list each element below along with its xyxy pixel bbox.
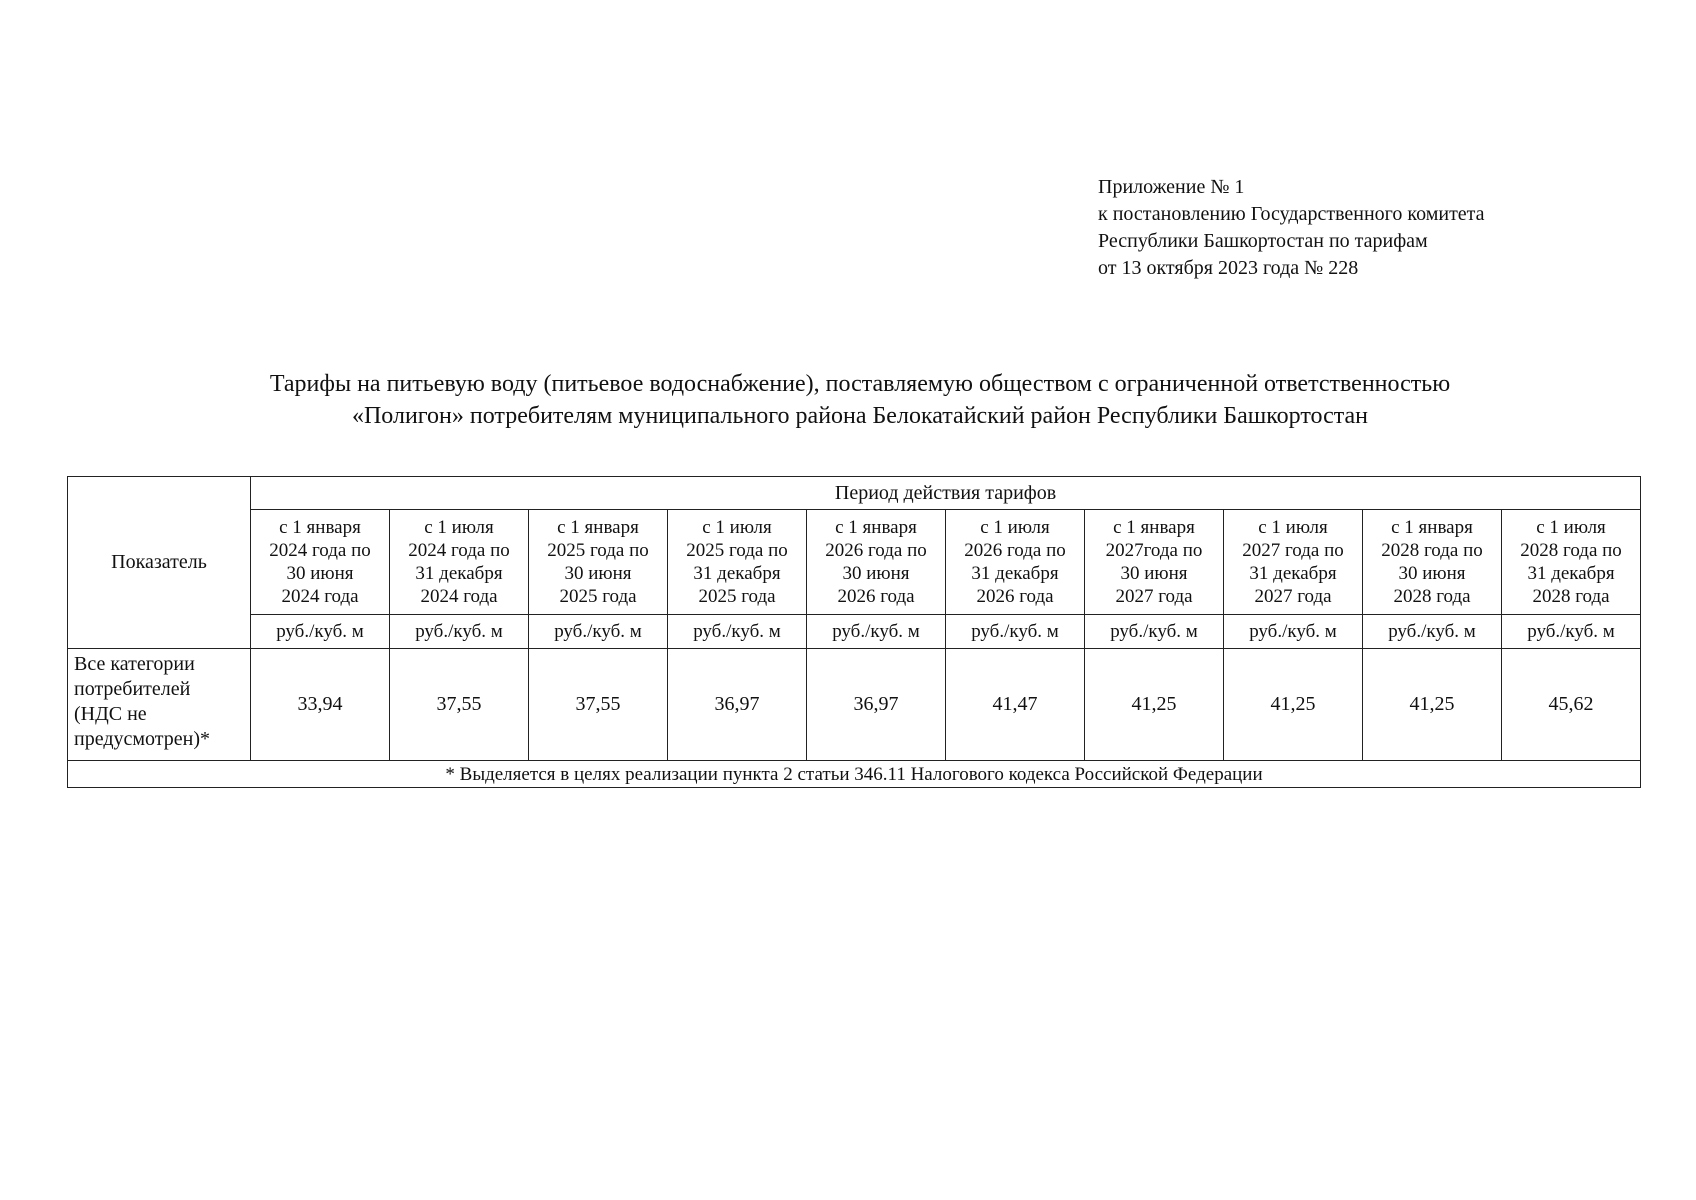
- period-header-cell: [807, 510, 946, 615]
- period-header-row: [68, 510, 1641, 615]
- period-line: 2024 года: [281, 586, 359, 607]
- appendix-line: Приложение № 1: [1098, 176, 1245, 198]
- tariff-value-cell: 33,94: [251, 649, 390, 761]
- table-header-row: [68, 477, 1641, 510]
- appendix-line: Республики Башкортостан по тарифам: [1098, 230, 1428, 252]
- period-line: с 1 января: [279, 517, 361, 538]
- period-line: 2024 года по: [269, 540, 371, 561]
- period-line: 2028 года: [1532, 586, 1610, 607]
- unit-cell: руб./куб. м: [1502, 615, 1641, 649]
- title-line: «Полигон» потребителям муниципального района Белокатайский район Республики Башкортостан: [351, 403, 1369, 429]
- unit-cell: руб./куб. м: [1363, 615, 1502, 649]
- period-line: 2025 года по: [686, 540, 788, 561]
- period-line: 2025 года: [698, 586, 776, 607]
- period-header-cell: [1502, 510, 1641, 615]
- period-line: 2025 года по: [547, 540, 649, 561]
- period-header-cell: [1224, 510, 1363, 615]
- title-line: Тарифы на питьевую воду (питьевое водоснабжение), поставляемую обществом с ограниченной ответственностью: [269, 371, 1451, 397]
- period-line: 30 июня: [1398, 563, 1466, 584]
- footnote-row: [68, 761, 1641, 788]
- period-line: с 1 июля: [702, 517, 772, 538]
- period-line: 31 декабря: [971, 563, 1059, 584]
- unit-cell: руб./куб. м: [1085, 615, 1224, 649]
- period-line: с 1 января: [557, 517, 639, 538]
- period-header-cell: [529, 510, 668, 615]
- period-line: с 1 июля: [980, 517, 1050, 538]
- unit-cell: руб./куб. м: [251, 615, 390, 649]
- period-line: 30 июня: [842, 563, 910, 584]
- period-line: 31 декабря: [1527, 563, 1615, 584]
- appendix-line: от 13 октября 2023 года № 228: [1098, 257, 1359, 279]
- category-line: предусмотрен)*: [74, 728, 210, 750]
- period-line: 2026 года по: [964, 540, 1066, 561]
- unit-cell: руб./куб. м: [807, 615, 946, 649]
- period-header-cell: [1085, 510, 1224, 615]
- period-line: 2027 года: [1115, 586, 1193, 607]
- unit-cell: руб./куб. м: [1224, 615, 1363, 649]
- period-line: 2026 года: [837, 586, 915, 607]
- period-line: 2027 года по: [1242, 540, 1344, 561]
- unit-cell: руб./куб. м: [946, 615, 1085, 649]
- footnote: * Выделяется в целях реализации пункта 2 статьи 346.11 Налогового кодекса Российской Федерации: [68, 761, 1641, 788]
- tariff-value-cell: 37,55: [529, 649, 668, 761]
- period-line: 2026 года: [976, 586, 1054, 607]
- category-line: Все категории: [74, 653, 195, 675]
- tariff-value-cell: 41,47: [946, 649, 1085, 761]
- unit-cell: руб./куб. м: [668, 615, 807, 649]
- period-line: 31 декабря: [693, 563, 781, 584]
- period-line: 2026 года по: [825, 540, 927, 561]
- period-header-cell: [390, 510, 529, 615]
- tariff-value-cell: 41,25: [1085, 649, 1224, 761]
- period-line: 30 июня: [564, 563, 632, 584]
- period-line: с 1 января: [835, 517, 917, 538]
- period-line: 31 декабря: [1249, 563, 1337, 584]
- period-header-cell: [946, 510, 1085, 615]
- period-line: 2024 года по: [408, 540, 510, 561]
- period-line: 2025 года: [559, 586, 637, 607]
- period-header-cell: [1363, 510, 1502, 615]
- period-line: 2027года по: [1105, 540, 1203, 561]
- category-line: потребителей: [74, 678, 191, 700]
- period-line: 30 июня: [1120, 563, 1188, 584]
- tariff-value-cell: 37,55: [390, 649, 529, 761]
- appendix-reference: [1098, 174, 1485, 282]
- unit-cell: руб./куб. м: [529, 615, 668, 649]
- period-line: с 1 января: [1391, 517, 1473, 538]
- period-header-cell: [668, 510, 807, 615]
- appendix-line: к постановлению Государственного комитета: [1098, 203, 1485, 225]
- tariff-value-cell: 45,62: [1502, 649, 1641, 761]
- period-line: 2028 года по: [1381, 540, 1483, 561]
- period-line: с 1 июля: [1258, 517, 1328, 538]
- category-line: (НДС не: [74, 703, 147, 725]
- document-title: [60, 368, 1660, 432]
- unit-cell: руб./куб. м: [390, 615, 529, 649]
- unit-row: [68, 615, 1641, 649]
- period-line: 2027 года: [1254, 586, 1332, 607]
- period-line: 2028 года: [1393, 586, 1471, 607]
- tariff-value-cell: 41,25: [1363, 649, 1502, 761]
- tariff-value-cell: 36,97: [807, 649, 946, 761]
- period-line: 31 декабря: [415, 563, 503, 584]
- period-line: 2024 года: [420, 586, 498, 607]
- period-line: 2028 года по: [1520, 540, 1622, 561]
- period-header-cell: [251, 510, 390, 615]
- period-group-header: Период действия тарифов: [251, 477, 1641, 510]
- period-line: с 1 июля: [424, 517, 494, 538]
- tariff-value-cell: 36,97: [668, 649, 807, 761]
- period-line: с 1 января: [1113, 517, 1195, 538]
- period-line: с 1 июля: [1536, 517, 1606, 538]
- tariff-table: [67, 476, 1641, 788]
- category-cell: [68, 649, 251, 761]
- tariff-value-cell: 41,25: [1224, 649, 1363, 761]
- period-line: 30 июня: [286, 563, 354, 584]
- table-row: [68, 649, 1641, 761]
- indicator-header: Показатель: [68, 477, 251, 649]
